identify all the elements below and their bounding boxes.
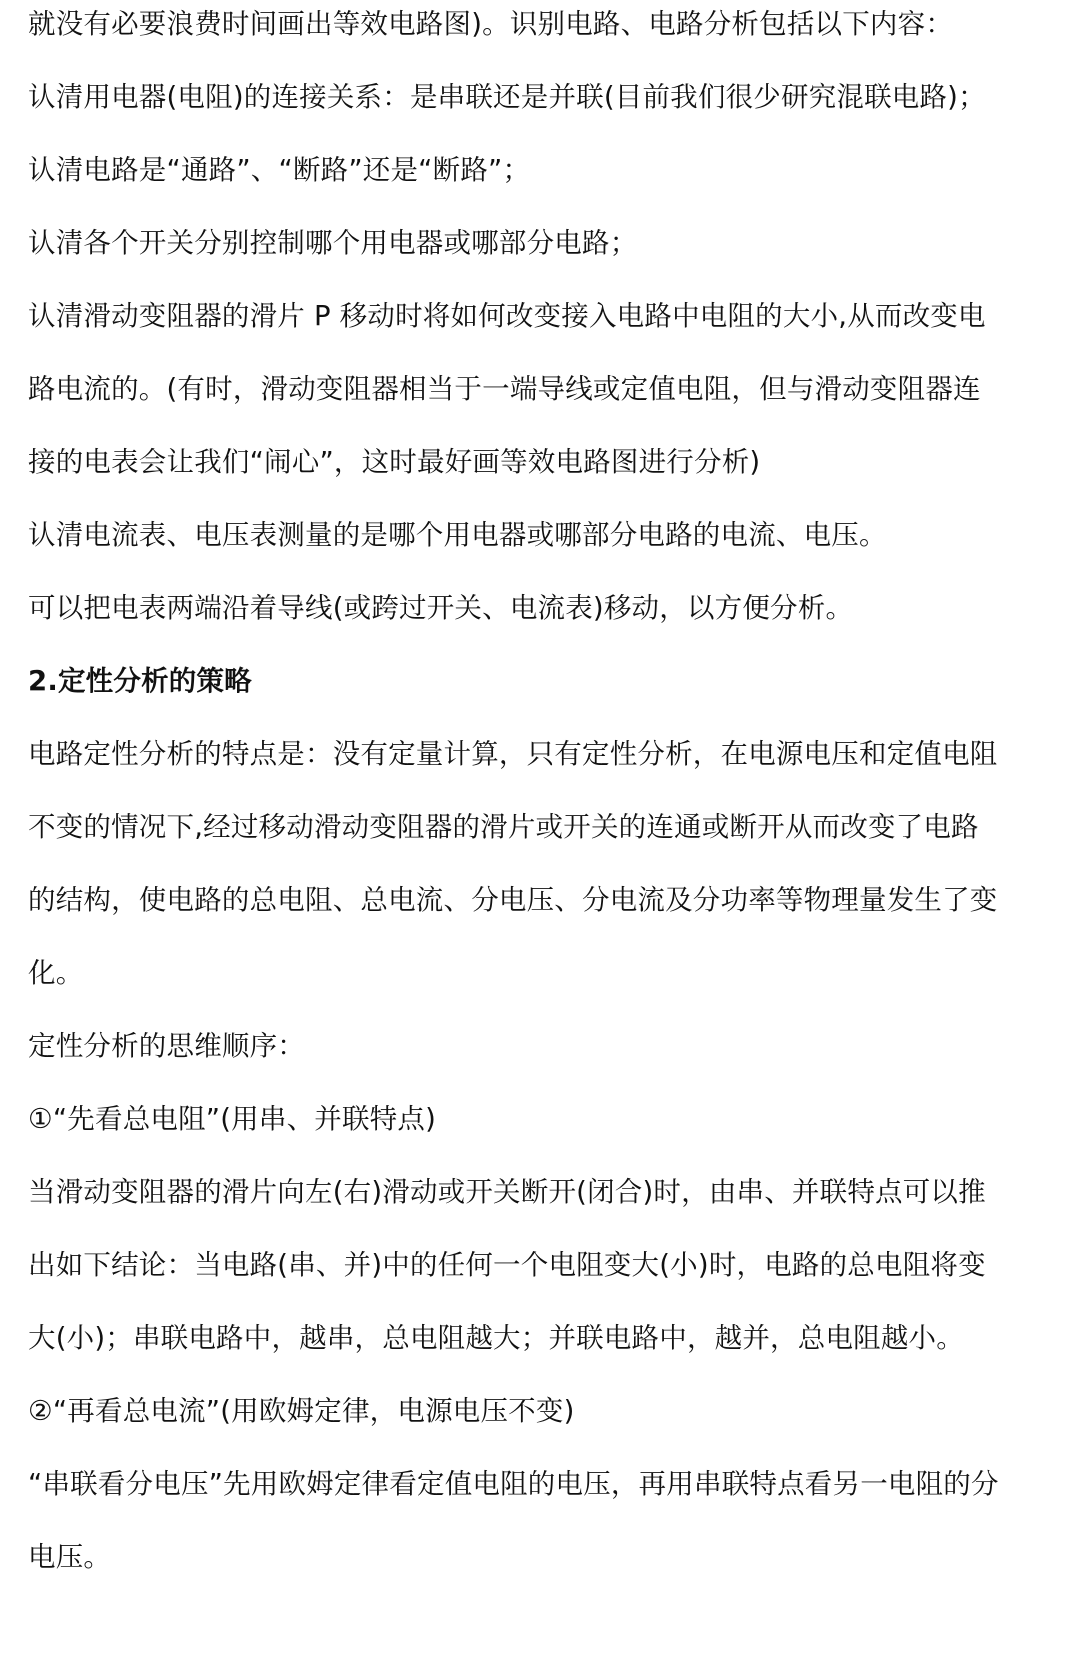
text-line: ①“先看总电阻”(用串、并联特点) [28,1103,437,1135]
text-line: 路电流的。(有时，滑动变阻器相当于一端导线或定值电阻，但与滑动变阻器连 [28,373,981,405]
text-line: 接的电表会让我们“闹心”，这时最好画等效电路图进行分析) [28,446,761,478]
text-line: 认清电流表、电压表测量的是哪个用电器或哪部分电路的电流、电压。 [28,519,887,551]
text-line: 化。 [28,957,84,989]
text-line: “串联看分电压”先用欧姆定律看定值电阻的电压，再用串联特点看另一电阻的分 [28,1468,999,1500]
text-line: 定性分析的思维顺序： [28,1030,305,1062]
text-line: 电压。 [28,1541,112,1573]
text-line: 大(小)；串联电路中，越串，总电阻越大；并联电路中，越并，总电阻越小。 [28,1322,964,1354]
text-line: 电路定性分析的特点是：没有定量计算，只有定性分析，在电源电压和定值电阻 [28,738,998,770]
section-heading: 2.定性分析的策略 [28,665,252,697]
text-line: 认清用电器(电阻)的连接关系：是串联还是并联(目前我们很少研究混联电路)； [28,81,986,113]
text-line: 出如下结论：当电路(串、并)中的任何一个电阻变大(小)时，电路的总电阻将变 [28,1249,986,1281]
text-line: 当滑动变阻器的滑片向左(右)滑动或开关断开(闭合)时，由串、并联特点可以推 [28,1176,986,1208]
text-line: 认清滑动变阻器的滑片 P 移动时将如何改变接入电路中电阻的大小,从而改变电 [28,300,986,332]
text-line: 不变的情况下,经过移动滑动变阻器的滑片或开关的连通或断开从而改变了电路 [28,811,979,843]
text-line: 认清各个开关分别控制哪个用电器或哪部分电路； [28,227,638,259]
text-line: 的结构，使电路的总电阻、总电流、分电压、分电流及分功率等物理量发生了变 [28,884,998,916]
text-line: 就没有必要浪费时间画出等效电路图)。识别电路、电路分析包括以下内容： [28,8,954,40]
text-line: ②“再看总电流”(用欧姆定律，电源电压不变) [28,1395,575,1427]
text-line: 可以把电表两端沿着导线(或跨过开关、电流表)移动，以方便分析。 [28,592,854,624]
text-line: 认清电路是“通路”、“断路”还是“断路”； [28,154,531,186]
